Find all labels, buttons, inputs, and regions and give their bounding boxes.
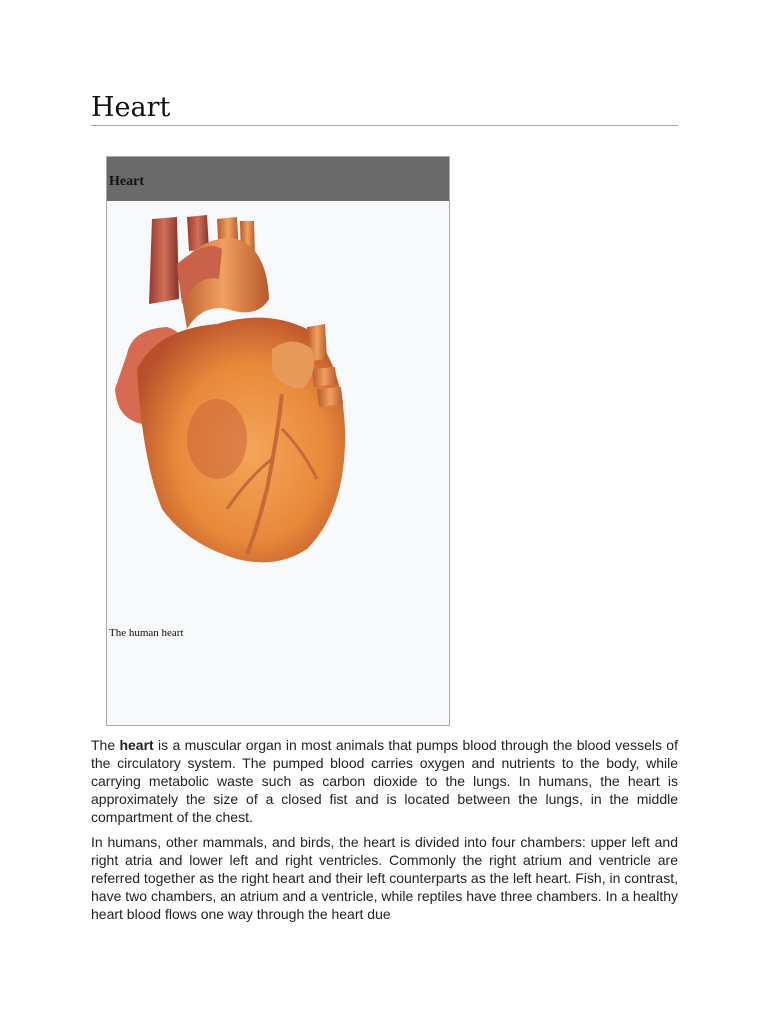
paragraph-1-lead: The bbox=[91, 737, 120, 753]
heart-illustration[interactable] bbox=[107, 209, 357, 579]
infobox-header bbox=[107, 157, 449, 201]
page-title: Heart bbox=[91, 92, 171, 123]
title-divider bbox=[91, 125, 678, 126]
infobox-title: Heart bbox=[109, 174, 144, 189]
infobox-caption: The human heart bbox=[109, 627, 184, 639]
bold-term-heart: heart bbox=[119, 737, 154, 753]
infobox bbox=[106, 156, 450, 726]
article-paragraph-2: In humans, other mammals, and birds, the heart is divided into four chambers: upper left and right atria and lower left and right ventricles. Commonly the right atrium and ventricle are referred together as the right heart and their left counterparts as the left heart. Fish, in contrast, have two chambers, an atrium and a ventricle, while reptiles have three chambers. In a healthy heart blood flows one way through the heart due bbox=[91, 834, 678, 922]
article-paragraph-1 bbox=[91, 736, 678, 826]
paragraph-1-body: is a muscular organ in most animals that pumps blood through the blood vessels of the circulatory system. The pumped blood carries oxygen and nutrients to the body, while carrying metabolic waste such as carbon dioxide to the lungs. In humans, the heart is approximately the size of a closed fist and is located between the lungs, in the middle compartment of the chest. bbox=[91, 737, 678, 825]
